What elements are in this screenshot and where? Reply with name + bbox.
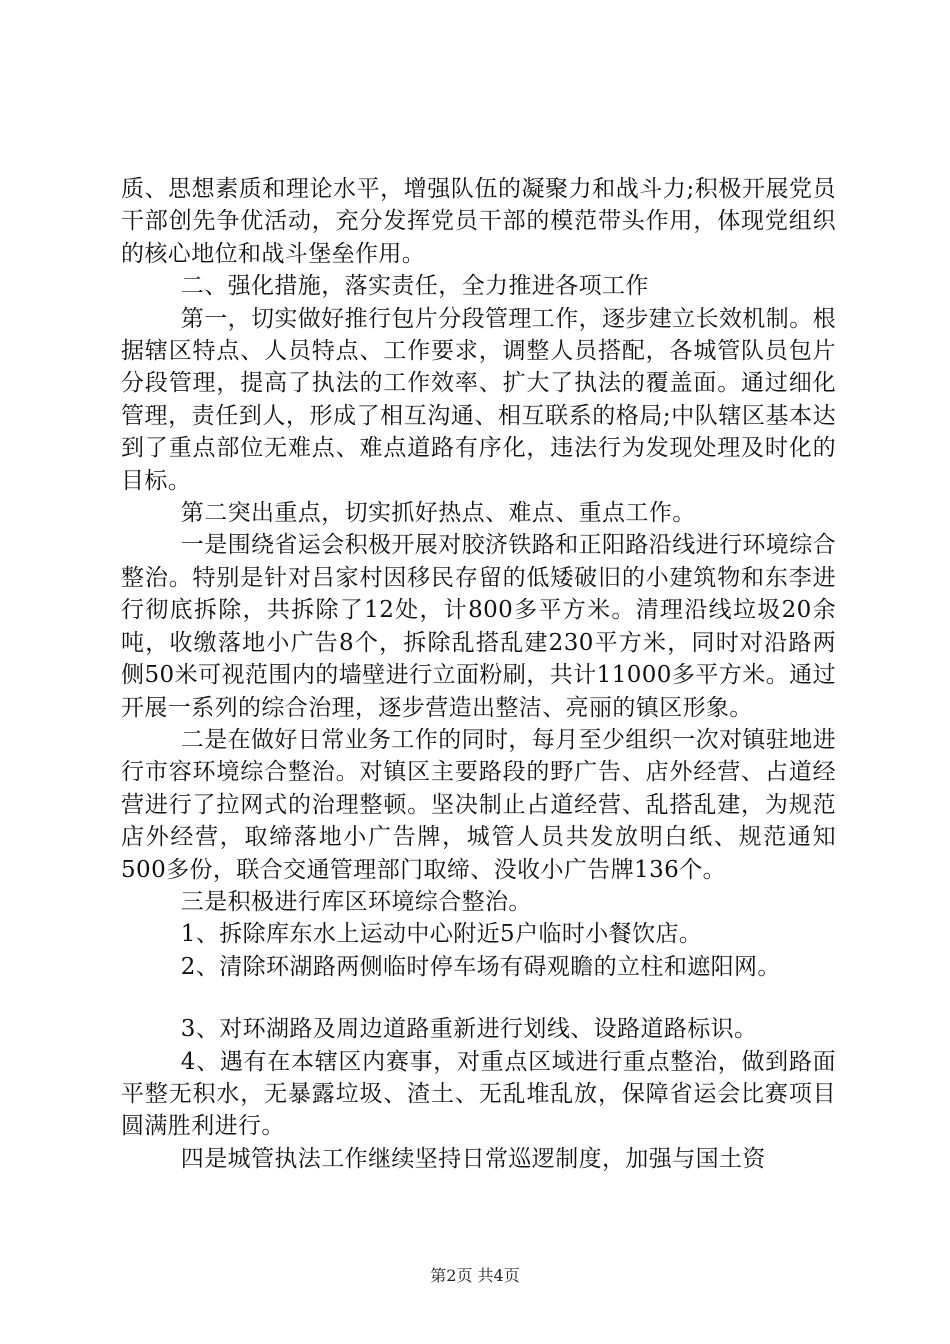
document-body [121, 173, 836, 1175]
page-number-footer: 第2页 共4页 [430, 1266, 520, 1285]
list-item-4: 4、遇有在本辖区内赛事，对重点区域进行重点整治，做到路面平整无积水，无暴露垃圾、渣土、无乱堆乱放，保障省运会比赛项目圆满胜利进行。 [121, 1048, 836, 1140]
paragraph-item-four: 四是城管执法工作继续坚持日常巡逻制度，加强与国土资 [180, 1145, 766, 1172]
list-item-3: 3、对环湖路及周边道路重新进行划线、设路道路标识。 [180, 1016, 758, 1043]
paragraph-second-measure: 第二突出重点，切实抓好热点、难点、重点工作。 [180, 500, 696, 527]
section-heading-2: 二、强化措施，落实责任，全力推进各项工作 [180, 273, 649, 300]
list-item-2: 2、清除环湖路两侧临时停车场有碍观瞻的立柱和遮阳网。 [180, 953, 781, 980]
paragraph-item-two: 二是在做好日常业务工作的同时，每月至少组织一次对镇驻地进行市容环境综合整治。对镇区主要路段的野广告、店外经营、占道经营进行了拉网式的治理整顿。坚决制止占道经营、乱搭乱建，为规范店外经营，取缔落地小广告牌，城管人员共发放明白纸、规范通知500多份，联合交通管理部门取缔、没收小广告牌136个。 [121, 726, 836, 883]
paragraph-first-measure: 第一，切实做好推行包片分段管理工作，逐步建立长效机制。根据辖区特点、人员特点、工作要求，调整人员搭配，各城管队员包片分段管理，提高了执法的工作效率、扩大了执法的覆盖面。通过细化管理，责任到人，形成了相互沟通、相互联系的格局;中队辖区基本达到了重点部位无难点、难点道路有序化，违法行为发现处理及时化的目标。 [121, 305, 836, 494]
list-item-1: 1、拆除库东水上运动中心附近5户临时小餐饮店。 [180, 921, 703, 948]
paragraph-item-three: 三是积极进行库区环境综合整治。 [180, 888, 532, 915]
paragraph-continuation: 质、思想素质和理论水平，增强队伍的凝聚力和战斗力;积极开展党员干部创先争优活动，充分发挥党员干部的模范带头作用，体现党组织的核心地位和战斗堡垒作用。 [121, 176, 836, 267]
paragraph-item-one: 一是围绕省运会积极开展对胶济铁路和正阳路沿线进行环境综合整治。特别是针对吕家村因移民存留的低矮破旧的小建筑物和东李进行彻底拆除，共拆除了12处，计800多平方米。清理沿线垃圾20余吨，收缴落地小广告8个，拆除乱搭乱建230平方米，同时对沿路两侧50米可视范围内的墙壁进行立面粉刷，共计11000多平方米。通过开展一系列的综合治理，逐步营造出整洁、亮丽的镇区形象。 [121, 532, 836, 721]
